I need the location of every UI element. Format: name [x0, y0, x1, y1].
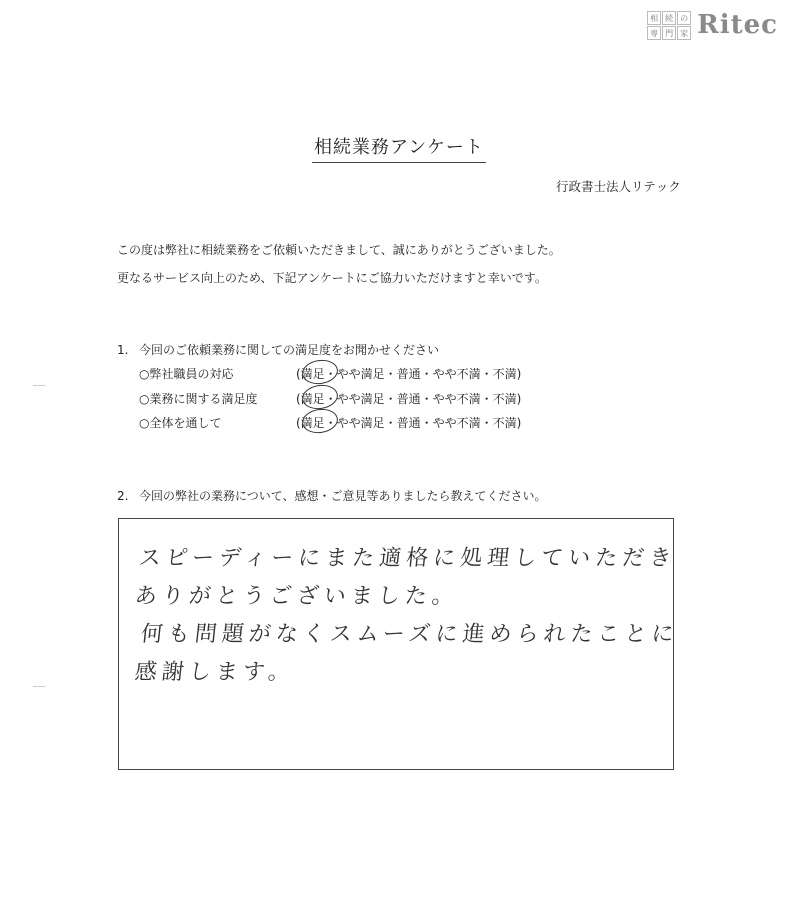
handwritten-line: ありがとうございました。 [133, 584, 461, 609]
handwritten-line: 感謝します。 [133, 660, 297, 685]
survey-title: 相続業務アンケート [312, 133, 486, 163]
question-number: 1. [117, 343, 129, 357]
logo-char: の [677, 11, 691, 25]
rating-label: ○全体を通して [139, 416, 222, 430]
question-number: 2. [117, 489, 129, 503]
question-text: 今回のご依頼業務に関しての満足度をお聞かせください [139, 343, 440, 357]
intro-line-1: この度は弊社に相続業務をご依頼いただきまして、誠にありがとうございました。 [117, 243, 561, 257]
intro-line-2: 更なるサービス向上のため、下記アンケートにご協力いただけますと幸いです。 [117, 271, 547, 285]
question-2 [117, 487, 547, 504]
logo-char: 専 [647, 26, 661, 40]
logo-char: 続 [662, 11, 676, 25]
selected-circle-mark [301, 383, 340, 412]
rating-label: ○業務に関する満足度 [139, 392, 258, 406]
rating-row [139, 390, 522, 407]
rating-label: ○弊社職員の対応 [139, 367, 234, 381]
logo-brand: Ritec [697, 10, 778, 40]
company-name: 行政書士法人リテック [556, 179, 681, 194]
logo-mark [647, 11, 691, 40]
handwritten-line: 何も問題がなくスムーズに進められたことに [139, 622, 680, 647]
scan-edge-mark [33, 686, 45, 687]
handwritten-line: スピーディーにまた適格に処理していただき [137, 546, 678, 571]
selected-circle-mark [301, 407, 340, 436]
answer-box [118, 518, 680, 770]
scan-edge-mark [33, 385, 45, 386]
rating-options: (満足・やや満足・普通・やや不満・不満) [296, 392, 522, 406]
logo-char: 門 [662, 26, 676, 40]
logo-char: 家 [677, 26, 691, 40]
question-1 [117, 341, 439, 358]
question-text: 今回の弊社の業務について、感想・ご意見等ありましたら教えてください。 [139, 489, 547, 503]
logo-char: 相 [647, 11, 661, 25]
ritec-logo [647, 10, 778, 40]
rating-options: (満足・やや満足・普通・やや不満・不満) [296, 367, 522, 381]
rating-row [139, 414, 522, 431]
rating-row [139, 365, 522, 382]
selected-circle-mark [301, 358, 340, 387]
rating-options: (満足・やや満足・普通・やや不満・不満) [296, 416, 522, 430]
